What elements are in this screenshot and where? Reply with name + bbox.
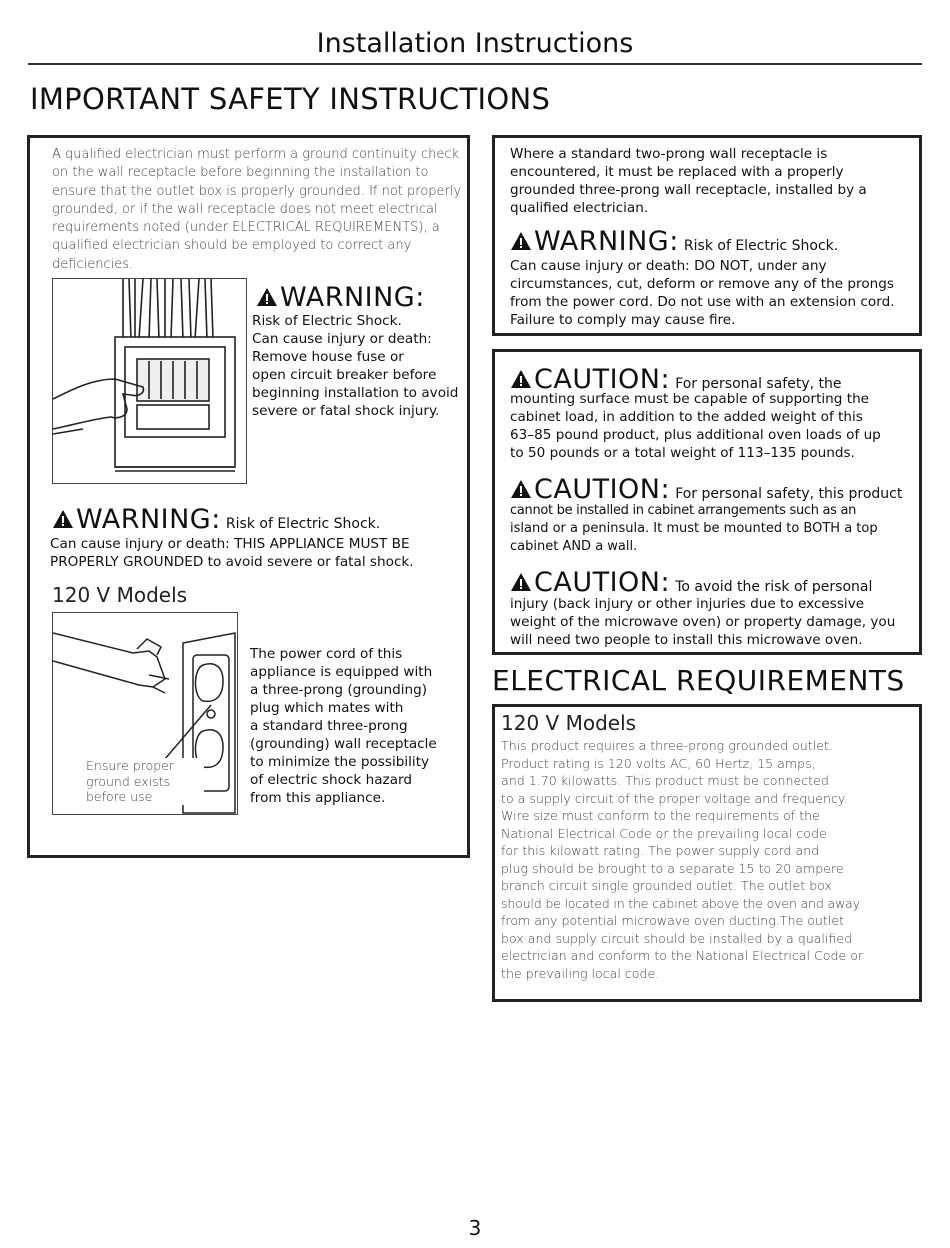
- warning-1-heading: [256, 282, 425, 313]
- caution-3-line: injury (back injury or other injuries due to excessive: [510, 596, 865, 612]
- caution-triangle-icon: [510, 369, 532, 389]
- electrical-line: branch circuit single grounded outlet. The outlet box: [501, 878, 832, 893]
- warning-1-line: beginning installation to avoid: [252, 385, 459, 401]
- electrical-line: Wire size must conform to the requirements of the: [501, 808, 820, 823]
- caution-2-subtitle: For personal safety, this product: [675, 486, 903, 502]
- receptacle-line: Where a standard two-prong wall receptacle is: [510, 146, 828, 162]
- caution-2-title: CAUTION:: [534, 474, 671, 505]
- electrical-line: box and supply circuit should be installed by a qualified: [501, 930, 853, 946]
- outlet-caption-line: ground exists: [86, 773, 171, 789]
- cord-line: from this appliance.: [250, 790, 386, 806]
- warning-1-body: [252, 312, 472, 420]
- power-cord-text: [250, 645, 465, 807]
- cord-line: The power cord of this: [250, 646, 403, 662]
- electrical-line: the prevailing local code.: [501, 965, 660, 981]
- caution-1-subtitle: For personal safety, the: [675, 376, 842, 392]
- caution-2-line: island or a peninsula. It must be mounted to BOTH a top: [510, 521, 878, 536]
- right-warning-title: WARNING:: [534, 226, 679, 257]
- breaker-box-illustration: [52, 278, 247, 484]
- outlet-caption-line: Ensure proper: [86, 758, 174, 773]
- caution-1-line: to 50 pounds or a total weight of 113–135 pounds.: [510, 445, 855, 461]
- left-safety-panel: [27, 135, 470, 858]
- models-heading-right: 120 V Models: [501, 711, 637, 735]
- models-heading-left: 120 V Models: [52, 583, 188, 607]
- cord-line: a standard three-prong: [250, 718, 408, 734]
- caution-triangle-icon: [510, 572, 532, 592]
- caution-3-heading: [510, 567, 872, 598]
- electrical-line: for this kilowatt rating. The power supply cord and: [501, 843, 820, 858]
- right-warning-line: Failure to comply may cause fire.: [510, 312, 736, 328]
- receptacle-text: [510, 145, 915, 217]
- warning-triangle-icon: [510, 231, 532, 251]
- warning-1-line: Can cause injury or death:: [252, 331, 432, 347]
- electrical-line: and 1.70 kilowatts. This product must be connected: [501, 773, 829, 788]
- receptacle-warning-panel: [492, 135, 922, 336]
- warning-2-subtitle: Risk of Electric Shock.: [225, 516, 381, 532]
- warning-2-heading: [52, 504, 380, 535]
- electrical-line: should be located in the cabinet above the oven and away: [501, 895, 860, 911]
- right-warning-line: Can cause injury or death: DO NOT, under any: [510, 258, 827, 274]
- caution-2-body: [510, 502, 920, 556]
- breaker-panel-icon: [53, 279, 246, 483]
- electrical-requirements-title: ELECTRICAL REQUIREMENTS: [492, 664, 905, 697]
- cord-line: of electric shock hazard: [250, 772, 412, 788]
- cord-line: to minimize the possibility: [250, 754, 430, 770]
- caution-1-title: CAUTION:: [534, 364, 671, 395]
- warning-2-title: WARNING:: [76, 504, 221, 535]
- receptacle-line: encountered, it must be replaced with a properly: [510, 164, 844, 180]
- warning-1-line: Remove house fuse or: [252, 349, 404, 365]
- header-rule: [28, 63, 922, 65]
- receptacle-line: qualified electrician.: [510, 200, 649, 216]
- caution-3-line: weight of the microwave oven) or property damage, you: [510, 614, 896, 630]
- caution-triangle-icon: [510, 479, 532, 499]
- right-warning-body: [510, 257, 920, 329]
- caution-1-line: cabinet load, in addition to the added weight of this: [510, 409, 863, 425]
- right-warning-line: from the power cord. Do not use with an extension cord.: [510, 294, 895, 310]
- warning-1-line: Risk of Electric Shock.: [252, 313, 402, 329]
- right-warning-line: circumstances, cut, deform or remove any of the prongs: [510, 276, 894, 292]
- electrical-panel: [492, 704, 922, 1002]
- caution-1-line: mounting surface must be capable of supporting the: [510, 391, 870, 407]
- cord-line: (grounding) wall receptacle: [250, 736, 437, 752]
- cord-line: plug which mates with: [250, 700, 404, 716]
- warning-triangle-icon: [256, 287, 278, 307]
- caution-1-line: 63–85 pound product, plus additional oven loads of up: [510, 427, 881, 443]
- warning-2-line: PROPERLY GROUNDED to avoid severe or fatal shock.: [50, 554, 414, 570]
- warning-1-line: severe or fatal shock injury.: [252, 403, 440, 419]
- warning-triangle-icon: [52, 509, 74, 529]
- cord-line: appliance is equipped with: [250, 664, 433, 680]
- safety-title: IMPORTANT SAFETY INSTRUCTIONS: [30, 82, 551, 116]
- outlet-caption-line: before use: [86, 789, 153, 804]
- warning-2-body: [50, 535, 465, 571]
- electrical-line: electrician and conform to the National Electrical Code or: [501, 948, 864, 963]
- warning-1-title: WARNING:: [280, 282, 425, 313]
- intro-text: A qualified electrician must perform a ground continuity check on the wall receptacle before beginning the installation to ensure that the outlet box is properly grounded. If not properly grounded, or if the wall receptacle does not meet electrical requirements noted (under ELECTRICAL REQUIREMENTS), a qualified electrician should be employed to correct any deficiencies.: [52, 147, 462, 272]
- electrical-line: plug should be brought to a separate 15 to 20 ampere: [501, 860, 844, 876]
- electrical-line: Product rating is 120 volts AC, 60 Hertz, 15 amps,: [501, 755, 816, 771]
- electrical-line: This product requires a three-prong grounded outlet.: [501, 738, 833, 753]
- electrical-text: [501, 737, 921, 982]
- electrical-line: National Electrical Code or the prevailing local code: [501, 825, 827, 841]
- cord-line: a three-prong (grounding): [250, 682, 428, 698]
- electrical-line: to a supply circuit of the proper voltage and frequency.: [501, 790, 848, 806]
- caution-3-line: will need two people to install this microwave oven.: [510, 632, 863, 648]
- warning-1-line: open circuit breaker before: [252, 367, 437, 383]
- caution-2-line: cabinet AND a wall.: [510, 539, 638, 554]
- right-warning-heading: [510, 226, 838, 257]
- caution-2-heading: [510, 474, 902, 505]
- right-warning-subtitle: Risk of Electric Shock.: [683, 238, 839, 254]
- receptacle-line: grounded three-prong wall receptacle, installed by a: [510, 182, 867, 198]
- caution-1-body: [510, 390, 920, 462]
- cautions-panel: [492, 349, 922, 655]
- caution-2-line: cannot be installed in cabinet arrangements such as an: [510, 503, 857, 518]
- caution-3-subtitle: To avoid the risk of personal: [675, 579, 873, 595]
- caution-3-body: [510, 595, 920, 649]
- page-number: 3: [468, 1216, 482, 1240]
- warning-2-line: Can cause injury or death: THIS APPLIANCE MUST BE: [50, 536, 410, 552]
- electrical-line: from any potential microwave oven ducting.The outlet: [501, 913, 845, 928]
- caution-3-title: CAUTION:: [534, 567, 671, 598]
- outlet-caption: [86, 758, 204, 805]
- page-header: Installation Instructions: [316, 28, 634, 59]
